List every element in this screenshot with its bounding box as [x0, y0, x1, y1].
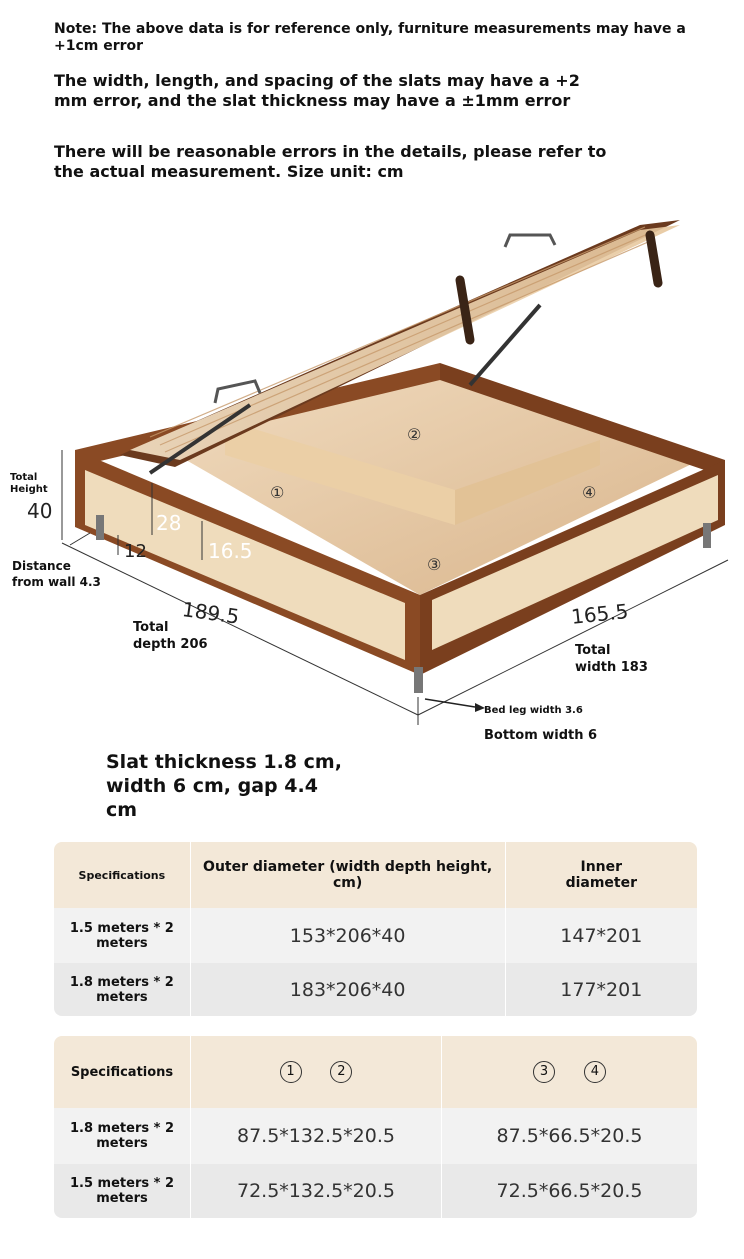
length-value: 189.5 — [180, 597, 241, 629]
leg-width-label: Bed leg width 3.6 — [484, 705, 583, 716]
circle-3-icon: 3 — [533, 1061, 555, 1083]
spec-cell: 1.8 meters * 2 meters — [54, 963, 190, 1016]
compartment-1-label: ① — [270, 483, 285, 502]
header-compartments-3-4 — [441, 1036, 697, 1108]
leg-front — [414, 667, 423, 693]
spec-cell: 1.5 meters * 2 meters — [54, 1164, 190, 1218]
compartment-1-2-value: 87.5*132.5*20.5 — [190, 1108, 441, 1164]
spec-cell: 1.8 meters * 2 meters — [54, 1108, 190, 1164]
inner-value: 147*201 — [505, 908, 697, 963]
compartment-dimension-table — [54, 1036, 697, 1218]
circle-1-icon: 1 — [280, 1061, 302, 1083]
total-height-value: 40 — [27, 499, 53, 523]
header-inner-diameter: Inner diameter — [505, 842, 697, 908]
spec-cell: 1.5 meters * 2 meters — [54, 908, 190, 963]
leg-right — [703, 523, 711, 548]
total-width-label: Total width 183 — [575, 643, 648, 675]
compartment-2-label: ② — [407, 425, 422, 444]
total-height-label: Total Height — [10, 472, 48, 495]
note-error-cm: Note: The above data is for reference only, furniture measurements may have a +1cm error — [54, 21, 686, 54]
header-specifications: Specifications — [54, 842, 190, 908]
compartment-1-2-value: 72.5*132.5*20.5 — [190, 1164, 441, 1218]
table-header-row — [54, 1036, 697, 1108]
lift-height-value: 28 — [156, 511, 182, 535]
header-specifications: Specifications — [54, 1036, 190, 1108]
leg-left — [96, 515, 104, 540]
header-outer-diameter: Outer diameter (width depth height, cm) — [190, 842, 505, 908]
bottom-width-label: Bottom width 6 — [484, 728, 598, 743]
table-row — [54, 908, 697, 963]
box-depth-value: 16.5 — [208, 539, 253, 563]
table-row — [54, 1108, 697, 1164]
bed-drawing — [0, 205, 744, 765]
compartment-4-label: ④ — [582, 483, 597, 502]
compartment-3-4-value: 87.5*66.5*20.5 — [441, 1108, 697, 1164]
bed-illustration — [0, 205, 744, 765]
slat-spec-note: Slat thickness 1.8 cm, width 6 cm, gap 4.4 cm — [106, 751, 342, 821]
strap-icon — [650, 235, 658, 283]
outer-value: 153*206*40 — [190, 908, 505, 963]
circle-2-icon: 2 — [330, 1061, 352, 1083]
table-header-row — [54, 842, 697, 908]
handle-icon — [505, 235, 555, 247]
distance-wall-label: Distance from wall 4.3 — [12, 559, 101, 589]
header-compartments-1-2 — [190, 1036, 441, 1108]
leg-height-value: 12 — [124, 541, 147, 562]
note-slat-error: The width, length, and spacing of the slats may have a +2 mm error, and the slat thickness may have a ±1mm error — [54, 71, 580, 110]
inner-value: 177*201 — [505, 963, 697, 1016]
total-depth-label: Total depth 206 — [133, 620, 208, 652]
outer-inner-dimension-table — [54, 842, 697, 1016]
circle-4-icon: 4 — [584, 1061, 606, 1083]
note-detail-errors: There will be reasonable errors in the details, please refer to the actual measurement. Size unit: cm — [54, 142, 607, 181]
compartment-3-4-value: 72.5*66.5*20.5 — [441, 1164, 697, 1218]
leg-pointer — [425, 699, 475, 707]
table-row — [54, 963, 697, 1016]
table-row — [54, 1164, 697, 1218]
width-value: 165.5 — [570, 599, 630, 629]
compartment-3-label: ③ — [427, 555, 442, 574]
outer-value: 183*206*40 — [190, 963, 505, 1016]
strap-icon — [460, 280, 470, 340]
